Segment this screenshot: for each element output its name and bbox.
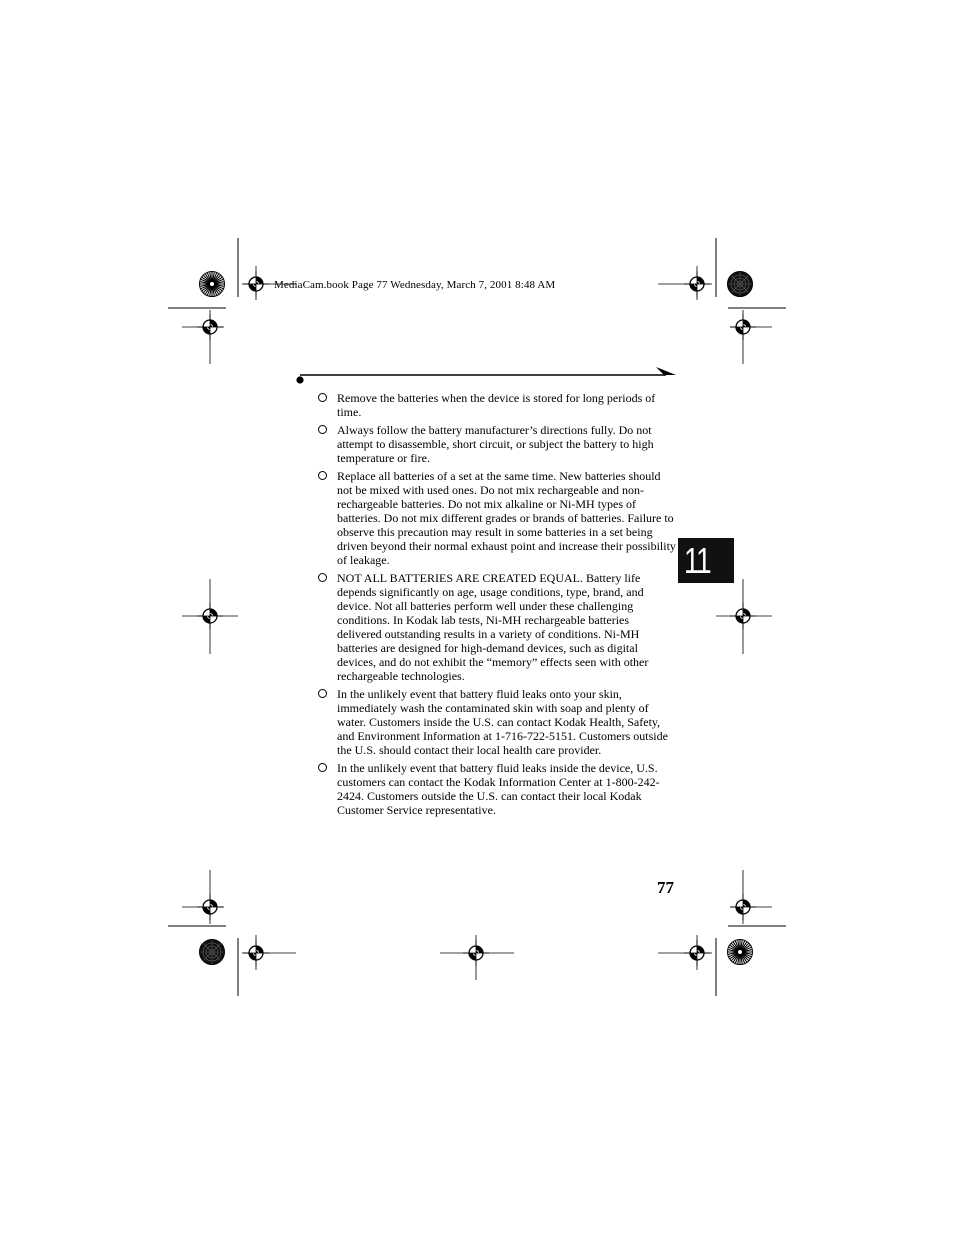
starburst-target-icon: [200, 272, 225, 297]
chapter-tab: [678, 538, 734, 583]
registration-mark-icon: [684, 940, 710, 966]
registration-mark-icon: [730, 603, 756, 629]
registration-mark-icon: [197, 603, 223, 629]
list-item-text: NOT ALL BATTERIES ARE CREATED EQUAL. Battery life depends significantly on age, usage conditions, type, brand, and device. Not all batteries perform well under these challenging conditions. In Kodak lab tests, Ni-MH rechargeable batteries delivered outstanding results in a variety of conditions. Ni-MH batteries are designed for high-demand devices, such as digital devices, and do not exhibit the “memory” effects seen with other rechargeable technologies.: [337, 571, 649, 683]
list-item: [316, 571, 676, 683]
registration-mark-icon: [197, 314, 223, 340]
bullet-icon: [318, 471, 327, 480]
registration-mark-icon: [243, 940, 269, 966]
registration-mark-icon: [197, 894, 223, 920]
dark-target-icon: [200, 940, 225, 965]
registration-mark-icon: [463, 940, 489, 966]
print-header: MediaCam.book Page 77 Wednesday, March 7, 2001 8:48 AM: [274, 279, 556, 291]
content-area: [316, 391, 676, 821]
registration-mark-icon: [684, 271, 710, 297]
bullet-list: [316, 391, 676, 817]
bullet-icon: [318, 573, 327, 582]
bullet-icon: [318, 689, 327, 698]
rule-arrow-icon: [656, 367, 676, 375]
bullet-icon: [318, 425, 327, 434]
rule-dot-icon: [296, 376, 303, 383]
page-number: 77: [657, 878, 674, 897]
list-item: [316, 687, 676, 757]
list-item-text: In the unlikely event that battery fluid leaks onto your skin, immediately wash the contaminated skin with soap and plenty of water. Customers inside the U.S. can contact Kodak Health, Safety, and Environment Information at 1-716-722-5151. Customers outside the U.S. should contact their local health care provider.: [337, 687, 668, 757]
bullet-icon: [318, 763, 327, 772]
list-item: [316, 391, 676, 419]
bullet-icon: [318, 393, 327, 402]
list-item-text: In the unlikely event that battery fluid leaks inside the device, U.S. customers can contact the Kodak Information Center at 1-800-242-2424. Customers outside the U.S. can contact their local Kodak Customer Service representative.: [337, 761, 660, 817]
list-item-text: Remove the batteries when the device is stored for long periods of time.: [337, 391, 656, 419]
list-item-text: Always follow the battery manufacturer’s directions fully. Do not attempt to disassemble, short circuit, or subject the battery to high temperature or fire.: [337, 423, 654, 465]
registration-mark-icon: [730, 894, 756, 920]
chapter-number: 11: [684, 540, 711, 581]
starburst-target-icon: [728, 940, 753, 965]
registration-mark-icon: [730, 314, 756, 340]
list-item: [316, 761, 676, 817]
list-item: [316, 423, 676, 465]
section-rule: [296, 366, 680, 386]
list-item-text: Replace all batteries of a set at the same time. New batteries should not be mixed with used ones. Do not mix rechargeable and non-rechargeable batteries. Do not mix alkaline or Ni-MH types of batteries. Do not mix different grades or brands of batteries. Failure to observe this precaution may result in some batteries in a set being driven beyond their normal exhaust point and increase their possibility of leakage.: [337, 469, 676, 567]
list-item: [316, 469, 676, 567]
dark-target-icon: [728, 272, 753, 297]
registration-mark-icon: [243, 271, 269, 297]
